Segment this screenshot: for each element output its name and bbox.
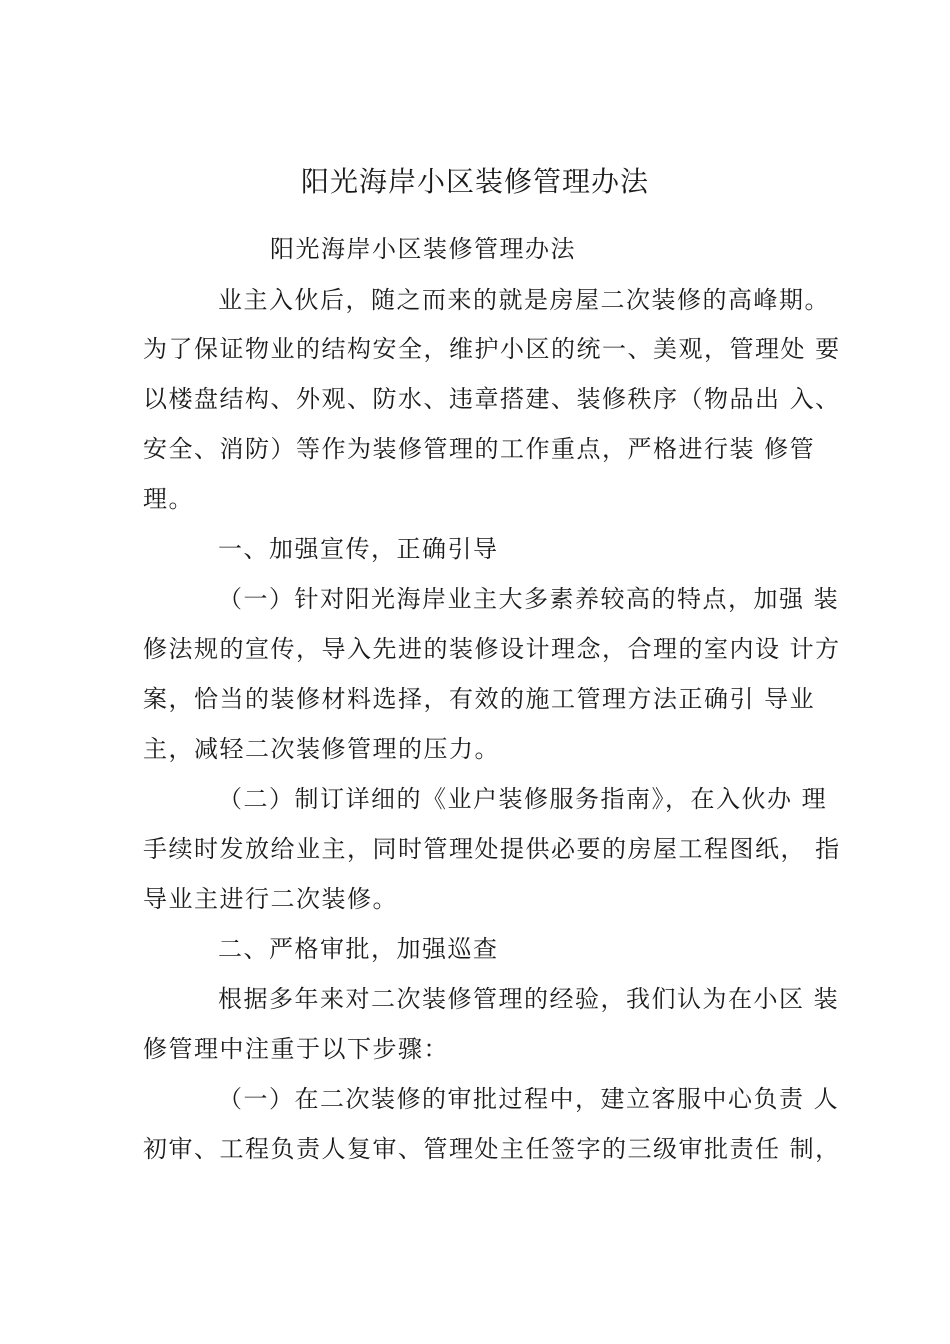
- paragraph-line: 安全、消防）等作为装修管理的工作重点，严格进行装 修管: [143, 435, 816, 463]
- paragraph-line: 初审、工程负责人复审、管理处主任签字的三级审批责任 制，: [143, 1135, 841, 1163]
- paragraph-line: （一）在二次装修的审批过程中，建立客服中心负责 人: [218, 1085, 840, 1113]
- paragraph-line: 手续时发放给业主，同时管理处提供必要的房屋工程图纸， 指: [143, 835, 841, 863]
- paragraph-line: 根据多年来对二次装修管理的经验，我们认为在小区 装: [218, 985, 840, 1013]
- document-subtitle: 阳光海岸小区装修管理办法: [270, 235, 576, 263]
- paragraph-line: 案，恰当的装修材料选择，有效的施工管理方法正确引 导业: [143, 685, 816, 713]
- paragraph-line: （一）针对阳光海岸业主大多素养较高的特点，加强 装: [218, 585, 840, 613]
- paragraph-line: 为了保证物业的结构安全，维护小区的统一、美观，管理处 要: [143, 335, 841, 363]
- section-heading: 一、加强宣传，正确引导: [218, 535, 499, 563]
- paragraph-line: 理。: [143, 485, 194, 513]
- paragraph-line: 以楼盘结构、外观、防水、违章搭建、装修秩序（物品出 入、: [143, 385, 841, 413]
- paragraph-line: 业主入伙后，随之而来的就是房屋二次装修的高峰期。: [218, 286, 830, 314]
- document-title: 阳光海岸小区装修管理办法: [300, 165, 649, 198]
- paragraph-line: 修法规的宣传，导入先进的装修设计理念，合理的室内设 计方: [143, 635, 841, 663]
- paragraph-line: 导业主进行二次装修。: [143, 885, 398, 913]
- section-heading: 二、严格审批，加强巡查: [218, 935, 499, 963]
- paragraph-line: 主，减轻二次装修管理的压力。: [143, 735, 500, 763]
- paragraph-line: 修管理中注重于以下步骤：: [143, 1035, 449, 1063]
- paragraph-line: （二）制订详细的《业户装修服务指南》，在入伙办 理: [218, 785, 828, 813]
